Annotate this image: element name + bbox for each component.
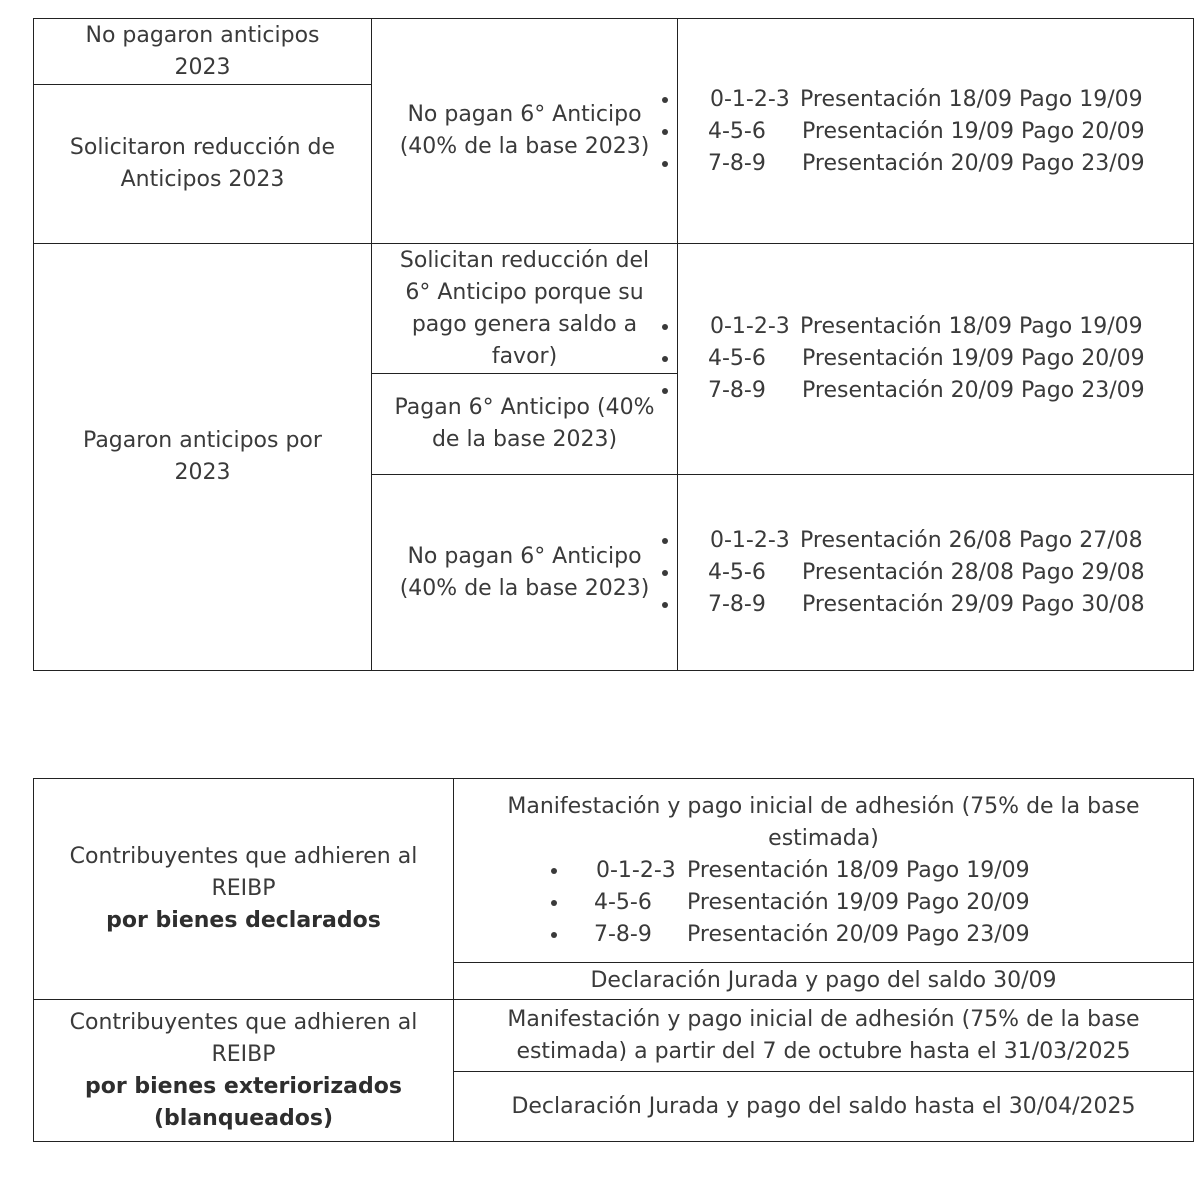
- schedule-group: 4-5-6: [708, 560, 766, 585]
- exteriorizados-manifestacion-text: Manifestación y pago inicial de adhesión (75% de la base estimada) a partir del 7 de octubre hasta el 31/03/2025: [507, 1006, 1140, 1064]
- bullet-icon: [662, 129, 668, 135]
- no-pagan-top-text: No pagan 6° Anticipo (40% de la base 2023): [399, 102, 650, 159]
- solicitaron-text: Solicitaron reducción de Anticipos 2023: [69, 135, 336, 192]
- schedule-group: 4-5-6: [594, 890, 652, 915]
- bullet-icon: [662, 356, 668, 362]
- cell-solicitan-reduccion: [372, 244, 677, 373]
- no-pagan-bottom-text: No pagan 6° Anticipo (40% de la base 2023): [399, 543, 650, 601]
- schedule-dates: Presentación 18/09 Pago 19/09: [687, 858, 1030, 883]
- cell-no-pagan-top: [372, 19, 677, 243]
- schedule-group: 7-8-9: [708, 592, 766, 617]
- schedule-group: 4-5-6: [708, 346, 766, 371]
- schedule-group: 0-1-2-3: [710, 528, 790, 553]
- schedule-dates: Presentación 18/09 Pago 19/09: [800, 87, 1143, 112]
- exteriorizados-label-text: Contribuyentes que adhieren al REIBP: [69, 1009, 418, 1067]
- schedule-list: [662, 525, 1192, 621]
- schedule-row: [662, 375, 1192, 407]
- schedule-row: [662, 84, 1192, 116]
- schedule-dates: Presentación 19/09 Pago 20/09: [802, 119, 1145, 144]
- bullet-icon: [662, 602, 668, 608]
- schedule-group: 0-1-2-3: [710, 314, 790, 339]
- bullet-icon: [551, 932, 557, 938]
- schedule-dates: Presentación 26/08 Pago 27/08: [800, 528, 1143, 553]
- cell-exteriorizados-manifestacion: [454, 1000, 1193, 1071]
- declarados-label-bold: por bienes declarados: [106, 908, 381, 933]
- bullet-icon: [662, 388, 668, 394]
- pagan-text: Pagan 6° Anticipo (40% de la base 2023): [394, 395, 655, 452]
- exteriorizados-declaracion-text: Declaración Jurada y pago del saldo hasta el 30/04/2025: [511, 1093, 1136, 1119]
- schedule-row: [662, 589, 1192, 621]
- schedule-list: [662, 84, 1192, 180]
- schedule-list: [551, 855, 1151, 951]
- bullet-icon: [551, 868, 557, 874]
- cell-solicitaron: [34, 85, 371, 243]
- schedule-dates: Presentación 19/09 Pago 20/09: [802, 346, 1145, 371]
- cell-pagan: [372, 374, 677, 474]
- schedule-list: [662, 311, 1192, 407]
- schedule-dates: Presentación 20/09 Pago 23/09: [802, 151, 1145, 176]
- schedule-group: 7-8-9: [708, 151, 766, 176]
- cell-exteriorizados-label: [34, 1000, 453, 1141]
- pagaron-text: Pagaron anticipos por 2023: [83, 428, 322, 485]
- schedule-group: 4-5-6: [708, 119, 766, 144]
- cell-no-pagan-bottom: [372, 475, 677, 670]
- schedule-dates: Presentación 19/09 Pago 20/09: [687, 890, 1030, 915]
- solicitan-reduccion-text: Solicitan reducción del 6° Anticipo porque su pago genera saldo a favor): [399, 247, 650, 369]
- cell-no-pagaron: [34, 19, 371, 85]
- schedule-dates: Presentación 20/09 Pago 23/09: [802, 378, 1145, 403]
- declarados-label-text: Contribuyentes que adhieren al REIBP: [69, 844, 418, 901]
- cell-pagaron: [34, 244, 371, 670]
- schedule-row: [551, 919, 1151, 951]
- bullet-icon: [662, 161, 668, 167]
- schedule-row: [662, 343, 1192, 375]
- cell-declarados-manifestacion: [454, 779, 1193, 962]
- schedule-dates: Presentación 28/08 Pago 29/08: [802, 560, 1145, 585]
- schedule-row: [551, 855, 1151, 887]
- schedule-row: [662, 525, 1192, 557]
- bullet-icon: [662, 97, 668, 103]
- bullet-icon: [662, 324, 668, 330]
- reibp-table: [33, 778, 1194, 1142]
- bullet-icon: [662, 570, 668, 576]
- schedule-group: 7-8-9: [708, 378, 766, 403]
- schedule-dates: Presentación 29/09 Pago 30/08: [802, 592, 1145, 617]
- declarados-manifestacion-text: Manifestación y pago inicial de adhesión (75% de la base estimada): [507, 794, 1140, 851]
- schedule-row: [551, 887, 1151, 919]
- cell-declarados-label: [34, 779, 453, 999]
- bullet-icon: [662, 538, 668, 544]
- schedule-row: [662, 116, 1192, 148]
- cell-declarados-declaracion: [454, 963, 1193, 999]
- no-pagaron-text: No pagaron anticipos 2023: [85, 23, 320, 80]
- schedule-group: 7-8-9: [594, 922, 652, 947]
- cell-exteriorizados-declaracion: [454, 1072, 1193, 1141]
- schedule-dates: Presentación 18/09 Pago 19/09: [800, 314, 1143, 339]
- schedule-group: 0-1-2-3: [596, 858, 676, 883]
- bullet-icon: [551, 900, 557, 906]
- schedule-row: [662, 311, 1192, 343]
- manifestacion-text-wrap: [454, 791, 1193, 855]
- exteriorizados-label-bold: por bienes exteriorizados (blanqueados): [85, 1073, 402, 1131]
- schedule-row: [662, 557, 1192, 589]
- schedule-group: 0-1-2-3: [710, 87, 790, 112]
- declarados-declaracion-text: Declaración Jurada y pago del saldo 30/09: [590, 968, 1057, 993]
- advance-payments-table: [33, 18, 1194, 671]
- schedule-row: [662, 148, 1192, 180]
- schedule-dates: Presentación 20/09 Pago 23/09: [687, 922, 1030, 947]
